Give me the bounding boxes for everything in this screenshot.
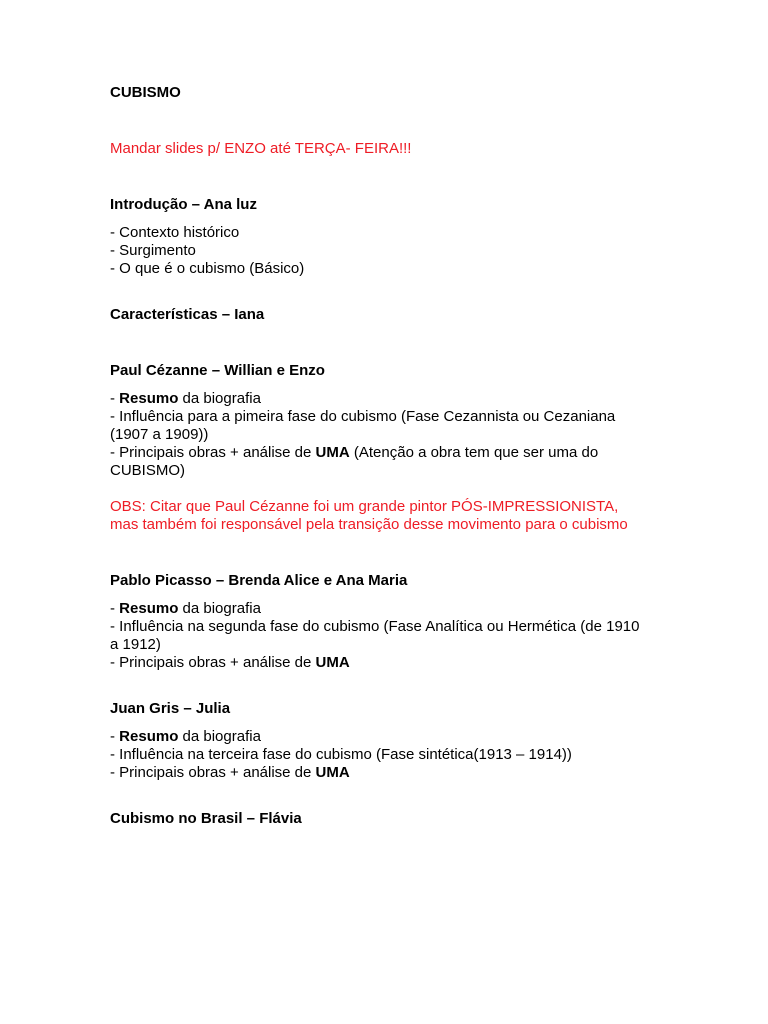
bold-text: UMA	[315, 764, 350, 781]
intro-item: - Contexto histórico	[110, 224, 240, 241]
section-heading-picasso: Pablo Picasso – Brenda Alice e Ana Maria	[110, 572, 408, 589]
picasso-item-influencia: - Influência na segunda fase do cubismo (Fase Analítica ou Hermética (de 1910	[110, 618, 640, 635]
cezanne-item-obras: - Principais obras + análise de UMA (Atenção a obra tem que ser uma do	[110, 444, 599, 461]
picasso-item-obras: - Principais obras + análise de UMA	[110, 654, 350, 671]
bold-text: Resumo	[119, 728, 179, 745]
section-heading-cezanne: Paul Cézanne – Willian e Enzo	[110, 362, 325, 379]
section-heading-caracteristicas: Características – Iana	[110, 306, 265, 323]
bold-text: UMA	[315, 654, 350, 671]
cezanne-item-resumo: - Resumo da biografia	[110, 390, 261, 407]
section-heading-intro: Introdução – Ana luz	[110, 196, 257, 213]
obs-note: OBS: Citar que Paul Cézanne foi um grande pintor PÓS-IMPRESSIONISTA,	[110, 498, 619, 515]
obs-note-cont: mas também foi responsável pela transição desse movimento para o cubismo	[110, 516, 628, 533]
picasso-item-resumo: - Resumo da biografia	[110, 600, 261, 617]
gris-item-influencia: - Influência na terceira fase do cubismo (Fase sintética(1913 – 1914))	[110, 746, 572, 763]
reminder-note: Mandar slides p/ ENZO até TERÇA- FEIRA!!!	[110, 140, 412, 157]
section-heading-brasil: Cubismo no Brasil – Flávia	[110, 810, 302, 827]
section-heading-gris: Juan Gris – Julia	[110, 700, 231, 717]
bold-text: Resumo	[119, 390, 179, 407]
document-title: CUBISMO	[110, 84, 181, 101]
bold-text: Resumo	[119, 600, 179, 617]
intro-item: - O que é o cubismo (Básico)	[110, 260, 305, 277]
cezanne-item-influencia-cont: (1907 a 1909))	[110, 426, 209, 443]
picasso-item-influencia-cont: a 1912)	[110, 636, 161, 653]
cezanne-item-obras-cont: CUBISMO)	[110, 462, 185, 479]
gris-item-obras: - Principais obras + análise de UMA	[110, 764, 350, 781]
intro-item: - Surgimento	[110, 242, 196, 259]
cezanne-item-influencia: - Influência para a pimeira fase do cubismo (Fase Cezannista ou Cezaniana	[110, 408, 616, 425]
gris-item-resumo: - Resumo da biografia	[110, 728, 261, 745]
bold-text: UMA	[315, 444, 350, 461]
